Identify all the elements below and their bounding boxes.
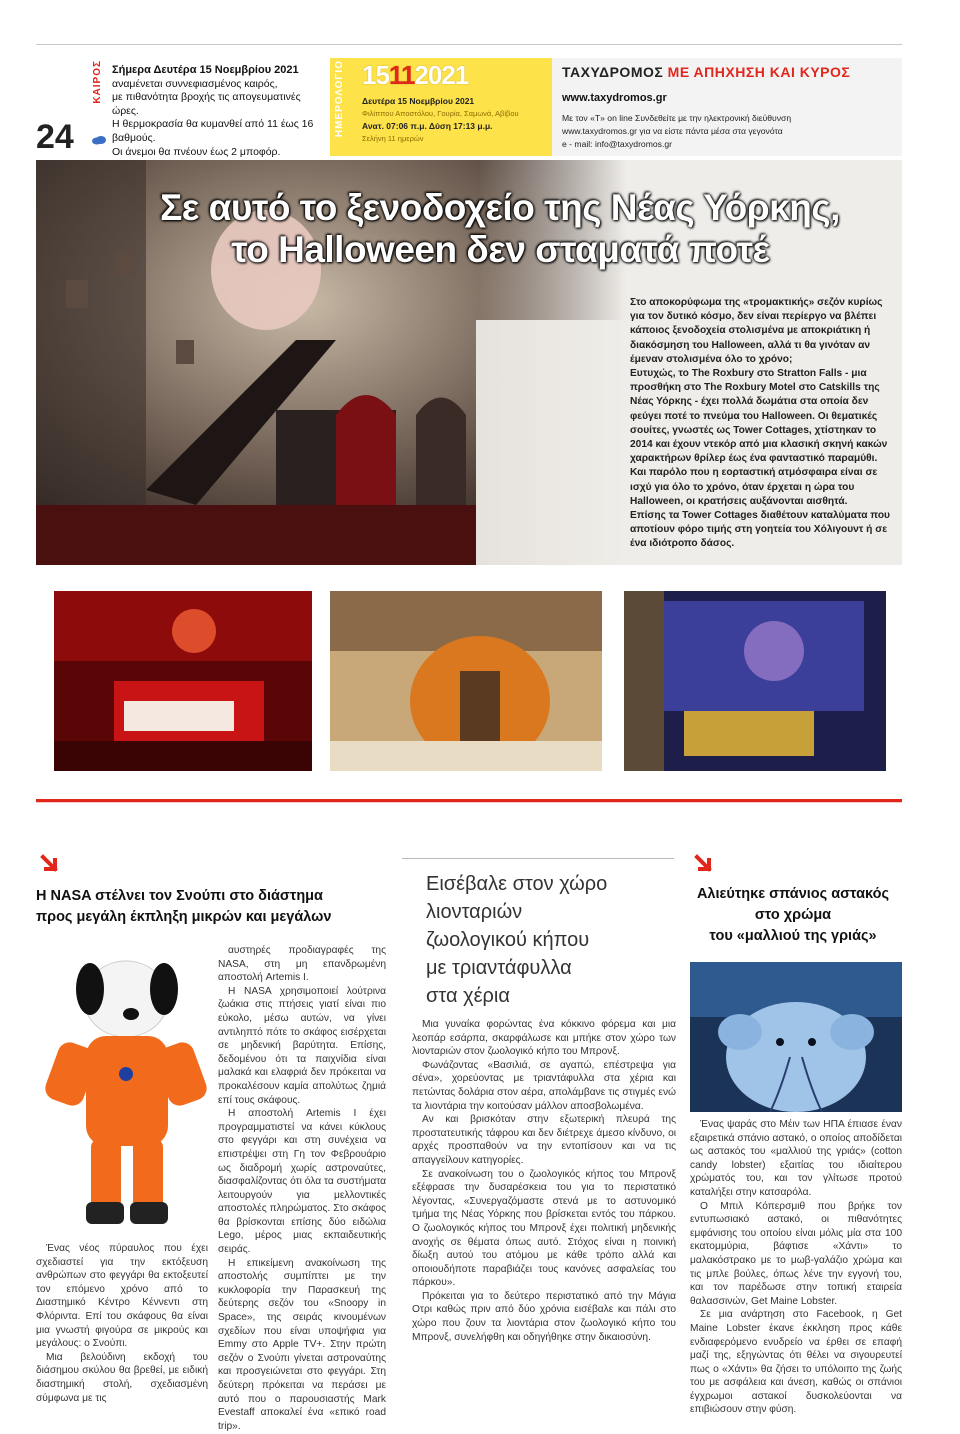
article-paragraph: Μια γυναίκα φορώντας ένα κόκκινο φόρεμα και μια λεοπάρ εσάρπα, σκαρφάλωσε και μπήκε στον χώρο των λιονταριών στον ζωολογικό κήπο του Μπρονξ.	[412, 1019, 676, 1058]
lobster-headline: Αλιεύτηκε σπάνιος αστακός στο χρώμα του «μαλλιού της γριάς»	[696, 886, 890, 944]
cloud-icon	[91, 132, 107, 142]
taxydromos-title: ΤΑΧΥΔΡΟΜΟΣ ΜΕ ΑΠΗΧΗΣΗ ΚΑΙ ΚΥΡΟΣ	[562, 64, 851, 80]
article-paragraph: Ένας νέος πύραυλος που έχει σχεδιαστεί για την εκτόξευση ανθρώπων στο φεγγάρι θα εκτοξευτεί τον επόμενο χρόνο από το Διαστημικό Κέντρο Κέννεντι στη Φλόριντα. Επί του σκάφους θα είναι μια γνωστή φιγούρα σε μικρούς και μεγάλους: ο Σνούπι.	[36, 1243, 208, 1350]
weather-forecast	[112, 64, 320, 159]
zoo-article	[412, 1018, 676, 1344]
zoo-headline: Εισέβαλε στον χώρο λιονταριών ζωολογικού κήπου με τριαντάφυλλα στα χέρια	[426, 873, 608, 1007]
calendar-moon: Σελήνη 11 ημερών	[362, 134, 424, 143]
taxydromos-url[interactable]: www.taxydromos.gr	[562, 92, 667, 104]
nasa-headline: Η NASA στέλνει τον Σνούπι στο διάστημα προς μεγάλη έκπληξη μικρών και μεγάλων	[36, 888, 332, 925]
weather-line: με πιθανότητα βροχής τις απογευματινές ώρες.	[112, 91, 301, 117]
top-rule	[36, 44, 902, 45]
weather-line: Η θερμοκρασία θα κυμανθεί από 11 έως 16 βαθμούς.	[112, 118, 314, 144]
article-paragraph: Η αποστολή Artemis I έχει προγραμματιστεί να κάνει κύκλους στο φεγγάρι και στη συνέχεια να επιστρέψει στη Γη τον Φεβρουάριο ως διαδρομή χωρίς αστροναύτες, διασφαλίζοντας ότι όλα τα συστήματα λειτουργούν για μελλοντικές αποστολές πληρώματος. Στο σκάφος θα βρίσκονται επίσης δύο ειδώλια Lego, μέρος μιας εκπαιδευτικής σειράς.	[218, 1108, 386, 1256]
blue-lobster-photo	[690, 962, 902, 1112]
calendar-weekday: Δευτέρα 15 Νοεμβρίου 2021	[362, 96, 475, 106]
nasa-column-2	[218, 944, 386, 1433]
article-paragraph: Σε μια ανάρτηση στο Facebook, η Get Maine Lobster έκανε έκκληση προς κάθε ενδιαφερόμενο ενυδρείο να έρθει σε επαφή μαζί της, εξηγώντας ότι θέλει να σιγουρευτεί πως ο «Χάντι» θα ζήσει το υπόλοιπο της ζωής του με ασφάλεια και άνεση, καθώς οι σπάνιοι έγχρωμοι αστακοί δυσκολεύονται να επιβιώσουν στην φύση.	[690, 1309, 902, 1416]
section-divider-shadow	[36, 802, 902, 803]
hero-story	[630, 296, 898, 552]
weather-label: ΚΑΙΡΟΣ	[92, 60, 103, 104]
hero-headline: Σε αυτό το ξενοδοχείο της Νέας Υόρκης, το Halloween δεν σταματά ποτέ	[160, 187, 840, 270]
calendar-namedays: Φιλίππου Αποστόλου, Γουρία, Σαμωνά, Αβίβου	[362, 109, 519, 118]
weather-lead: Σήμερα Δευτέρα 15 Νοεμβρίου 2021	[112, 64, 299, 76]
snoopy-astronaut-photo	[36, 944, 214, 1234]
calendar-date: 15112021	[362, 60, 469, 90]
article-paragraph: Πρόκειται για το δεύτερο περιστατικό από την Μάγια Οτρι καθώς πριν από δύο χρόνια εισέβαλε και πάλι στο χώρο που ζουν τα λιοντάρια στον ζωολογικό κήπο του Μπρονξ, συνελήφθη και οδηγήθηκε στην δικαιοσύνη.	[412, 1290, 676, 1343]
article-paragraph: Η NASA χρησιμοποιεί λούτρινα ζωάκια στις πτήσεις γιατί είναι πιο εύκολο, μέσω αυτών, να γίνει αντιληπτό πότε το σκάφος εισέρχεται σε μηδενική βαρύτητα. Επίσης, δεδομένου ότι τα παιχνίδια είναι μαλακά και ελαφριά δεν πρόκειται να προκαλέσουν καμία απολύτως ζημιά επί τους σκάφους.	[218, 985, 386, 1106]
weather-line: Οι άνεμοι θα πνέουν έως 2 μποφόρ.	[112, 145, 281, 158]
article-paragraph: Σε ανακοίνωση του ο ζωολογικός κήπος του Μπρονξ εξέφρασε την δυσαρέσκεια του για το περιστατικό λέγοντας, «Συνεργαζόμαστε στενά με το αστυνομικό τμήμα της Νέας Υόρκης που βρίσκεται εντός του πάρκου. Ο ζωολογικός κήπος του Μπρονξ έχει πολιτική μηδενικής ανοχής σε θέματα όπως αυτό. Στόχος είναι η ποινική δίωξη αυτού του ατόμου με κάθε τρόπο αλλά και οποιουδήποτε παραβιάζει τους κανόνες ασφαλείας του πάρκου».	[412, 1168, 676, 1289]
story-paragraph: Στο αποκορύφωμα της «τρομακτικής» σεζόν κυρίως για τον δυτικό κόσμο, δεν είναι περίεργο να βλέπει κάποιος ξενοδοχεία στολισμένα με αποκριάτικη ή διακόσμηση του Halloween, αλλά τι θα γινόταν αν έμεναν στολισμένα όλο το χρόνο;	[630, 297, 883, 365]
calendar-label: ΗΜΕΡΟΛΟΓΙΟ	[334, 60, 345, 138]
red-bedroom-photo	[54, 591, 312, 771]
page-number: 24	[36, 118, 74, 156]
article-paragraph: Η επικείμενη ανακοίνωση της αποστολής συμπίπτει με την κυκλοφορία την Παρασκευή της δεύτερης σεζόν του «Snoopy in Space», της σειράς κινουμένων σχεδίων που είναι υποψήφια για Emmy στο Apple TV+. Στην πρώτη σεζόν ο Σνούπι γίνεται αστροναύτης και προσγειώνεται στο φεγγάρι. Στη δεύτερη πρόκειται να περάσει με αυτό που ο παρουσιαστής Mark Evestaff αποκαλεί ένα «επικό road trip».	[218, 1257, 386, 1432]
nasa-column-1	[36, 1242, 208, 1405]
story-paragraph: Επίσης τα Tower Cottages διαθέτουν καταλύματα που αποτίουν φόρο τιμής στη γοητεία του Χόλιγουντ ή σε ένα ιδιότροπο δάσος.	[630, 510, 890, 550]
article-paragraph: Μια βελούδινη εκδοχή του διάσημου σκύλου θα βρεθεί, με ειδική διαστημική στολή, σχεδιασμένη σύμφωνα με τις	[36, 1351, 208, 1404]
lobster-article	[690, 1118, 902, 1417]
story-paragraph: Ευτυχώς, το The Roxbury στο Stratton Falls - μια προσθήκη στο The Roxbury Motel στο Catskills της Νέας Υόρκης - έχει πολλά δωμάτια στα οποία δεν φεύγει ποτέ το πνεύμα του Halloween. Οι θεματικές σουίτες, γνωστές ως Tower Cottages, χτίστηκαν το 2014 και έχουν ντεκόρ από μια κλασική σκηνή κακών χαρακτήρων θρίλερ έως ένα φανταστικό παραμύθι.	[630, 368, 888, 465]
article-paragraph: Ένας ψαράς στο Μέιν των ΗΠΑ έπιασε έναν εξαιρετικά σπάνιο αστακό, ο οποίος αποδίδεται ως αστακός του «μαλλιού της γριάς» (cotton candy lobster) εξαιτίας του ιδιαίτερου χρώματός του, και τον γλίτωσε προτού καταλήξει στην κατσαρόλα.	[690, 1119, 902, 1198]
red-arrow-icon	[40, 854, 60, 874]
weather-line: αναμένεται συννεφιασμένος καιρός,	[112, 77, 278, 90]
article-paragraph: Αν και βρισκόταν στην εξωτερική πλευρά της προστατευτικής τάφρου και δεν διέτρεχε άμεσο κίνδυνο, οι αρχές προσπαθούν να την εντοπίσουν και να τις απαγγείλουν κατηγορίες.	[412, 1114, 676, 1166]
article-paragraph: Ο Μπιλ Κόπερσμιθ που βρήκε τον εντυπωσιακό αστακό, οι πιθανότητες εμφάνισης του οποίου είναι μόλις μία στα 100 εκατομμύρια, βάφτισε «Χάντι» το μαλακόστρακο με το μωβ-γαλάζιο χρώμα και τις μπλε βούλες, όπως λένε την εγγονή του, και τον παρέδωσε στην τοπική εταιρεία θαλασσινών, Get Maine Lobster.	[690, 1200, 902, 1307]
pumpkin-room-photo	[330, 591, 602, 771]
article-paragraph: Φωνάζοντας «Βασιλιά, σε αγαπώ, επέστρεψα για σένα», χορεύοντας με τριαντάφυλλα στα χέρια και πετώντας δολάρια στον αέρα, απολάμβανε τις στιγμές ενώ τα λιοντάρια την κοιτούσαν μάλλον αποσβολωμένα.	[412, 1059, 676, 1112]
calendar-sun-times: Ανατ. 07:06 π.μ. Δύση 17:13 μ.μ.	[362, 121, 493, 131]
story-paragraph: Και παρόλο που η εορταστική ατμόσφαιρα είναι σε ισχύ για όλο το χρόνο, όταν έρχεται η ώρα του Halloween, οι κρατήσεις αυξάνονται αισθητά.	[630, 467, 878, 507]
taxydromos-info: Με τον «Τ» on line Συνδεθείτε με την ηλεκτρονική διεύθυνση www.taxydromos.gr για να είστε πάντα μέσα στα γεγονότα e - mail: info@taxydromos.gr	[562, 113, 792, 149]
galaxy-bathroom-photo	[624, 591, 886, 771]
red-arrow-icon	[694, 854, 714, 874]
article-paragraph: αυστηρές προδιαγραφές της NASA, στη μη επανδρωμένη αποστολή Artemis I.	[218, 945, 386, 984]
